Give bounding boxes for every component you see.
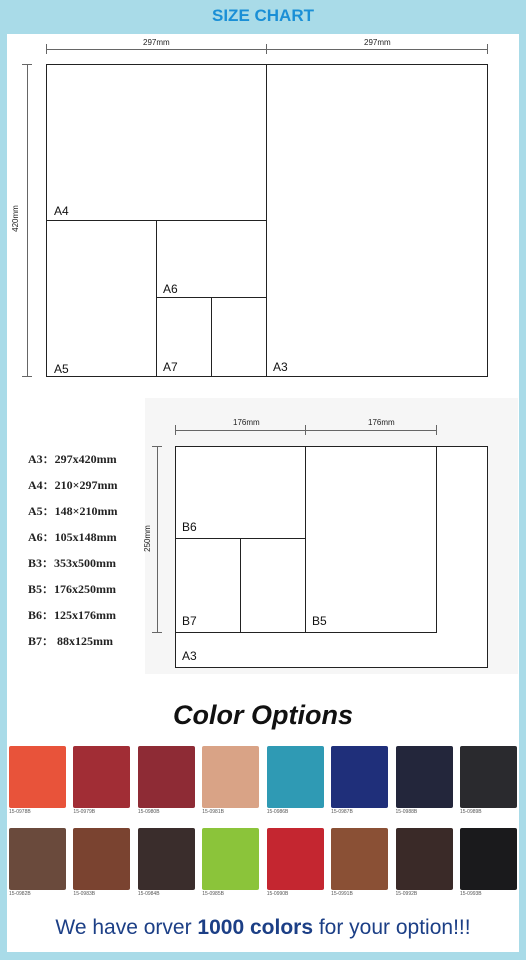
dim-tick <box>152 446 162 447</box>
dim-tick <box>175 425 176 435</box>
color-swatch[interactable] <box>460 828 517 898</box>
dim-line-left <box>157 446 158 632</box>
color-swatch[interactable] <box>331 746 388 816</box>
swatch-fill <box>202 746 259 808</box>
dim-tick <box>436 425 437 435</box>
color-swatch[interactable] <box>73 746 130 816</box>
swatch-fill <box>9 828 66 890</box>
label-b5: B5 <box>312 614 327 628</box>
dim-label-top-left: 176mm <box>233 418 260 427</box>
color-swatch[interactable] <box>396 828 453 898</box>
color-swatch[interactable] <box>331 828 388 898</box>
label-b6: B6 <box>182 520 197 534</box>
color-swatch[interactable] <box>138 828 195 898</box>
color-swatch[interactable] <box>202 746 259 816</box>
swatch-fill <box>138 746 195 808</box>
swatch-fill <box>396 828 453 890</box>
swatch-code: 15-0988B <box>395 809 418 815</box>
swatch-row-1 <box>7 746 519 816</box>
color-swatch[interactable] <box>202 828 259 898</box>
spec-item: B6：125x176mm <box>28 608 116 622</box>
swatch-fill <box>267 746 324 808</box>
swatch-fill <box>9 746 66 808</box>
swatch-fill <box>73 746 130 808</box>
label-a3: A3 <box>182 649 197 663</box>
swatch-fill <box>73 828 130 890</box>
color-swatch[interactable] <box>9 828 66 898</box>
dim-label-top-left: 297mm <box>143 38 170 47</box>
swatch-fill <box>202 828 259 890</box>
spec-item: B5：176x250mm <box>28 582 116 596</box>
swatch-fill <box>396 746 453 808</box>
color-options-heading: Color Options <box>173 700 353 730</box>
color-swatch[interactable] <box>267 828 324 898</box>
color-swatch[interactable] <box>396 746 453 816</box>
swatch-fill <box>267 828 324 890</box>
swatch-code: 15-0985B <box>202 891 224 897</box>
page-title: SIZE CHART <box>212 6 314 25</box>
swatch-fill <box>331 828 388 890</box>
dim-label-top-right: 297mm <box>364 38 391 47</box>
dim-tick <box>305 425 306 435</box>
spec-item: B3：353x500mm <box>28 556 116 570</box>
color-swatch[interactable] <box>9 746 66 816</box>
footer-pre: We have orver <box>55 916 198 939</box>
a3-sheet <box>175 446 488 668</box>
divider <box>436 446 437 633</box>
color-swatch[interactable] <box>267 746 324 816</box>
divider <box>240 538 241 633</box>
divider <box>175 632 437 633</box>
swatch-fill <box>460 828 517 890</box>
label-b7: B7 <box>182 614 197 628</box>
spec-item: A6：105x148mm <box>28 530 117 544</box>
spec-item: A5：148×210mm <box>28 504 118 518</box>
swatch-code: 15-0979B <box>73 809 96 815</box>
dim-label-top-right: 176mm <box>368 418 395 427</box>
size-spec-list <box>28 446 118 654</box>
label-a6: A6 <box>163 282 178 296</box>
spec-item: A3：297x420mm <box>28 452 117 466</box>
spec-item: B7： 88x125mm <box>28 634 113 648</box>
swatch-code: 15-0980B <box>137 809 160 815</box>
swatch-code: 15-0981B <box>202 809 224 815</box>
swatch-code: 15-0989B <box>459 809 482 815</box>
dim-label-left: 420mm <box>10 205 20 232</box>
color-swatch[interactable] <box>138 746 195 816</box>
color-swatch[interactable] <box>73 828 130 898</box>
footer-post: for your option!!! <box>313 916 471 939</box>
swatch-row-2 <box>7 828 519 898</box>
swatch-code: 15-0978B <box>9 809 31 815</box>
label-a4: A4 <box>54 204 69 218</box>
spec-item: A4：210×297mm <box>28 478 118 492</box>
dim-tick <box>152 632 162 633</box>
swatch-fill <box>460 746 517 808</box>
label-a3: A3 <box>273 360 288 374</box>
label-a7: A7 <box>163 360 178 374</box>
color-swatch[interactable] <box>460 746 517 816</box>
swatch-fill <box>331 746 388 808</box>
swatch-code: 15-0992B <box>395 891 418 897</box>
swatch-code: 15-0984B <box>137 891 160 897</box>
footer-bold: 1000 colors <box>197 916 313 939</box>
swatch-code: 15-0987B <box>331 809 353 815</box>
label-a5: A5 <box>54 362 69 376</box>
swatch-code: 15-0983B <box>73 891 96 897</box>
divider <box>305 446 306 633</box>
swatch-fill <box>138 828 195 890</box>
swatch-code: 15-0991B <box>331 891 353 897</box>
swatch-code: 15-0993B <box>459 891 482 897</box>
swatch-code: 15-0990B <box>266 891 289 897</box>
swatch-code: 15-0986B <box>266 809 289 815</box>
swatch-code: 15-0982B <box>9 891 31 897</box>
footer-tagline <box>0 916 526 940</box>
dim-label-left: 250mm <box>142 525 152 552</box>
